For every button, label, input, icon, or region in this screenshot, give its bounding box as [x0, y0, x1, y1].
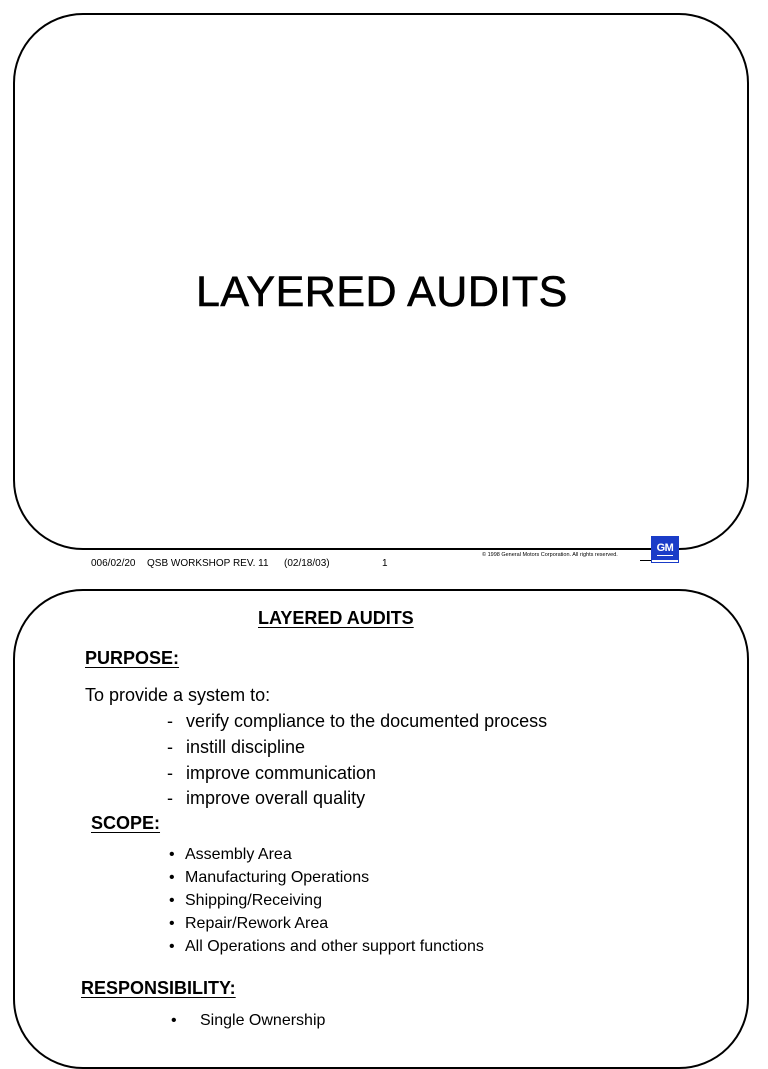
- purpose-list-item: - improve overall quality: [167, 788, 366, 808]
- purpose-item-text: improve overall quality: [186, 788, 366, 808]
- gm-logo-icon: [652, 537, 678, 562]
- slide-1-title: LAYERED AUDITS: [196, 268, 568, 316]
- footer-copyright: © 1998 General Motors Corporation. All rights reserved.: [482, 552, 618, 558]
- purpose-list-item: - verify compliance to the documented process: [167, 711, 548, 731]
- footer-date: (02/18/03): [284, 558, 330, 569]
- footer-divider: [640, 560, 652, 561]
- footer-page-number: 1: [382, 558, 388, 569]
- slide-2-title: LAYERED AUDITS: [258, 608, 414, 628]
- footer-document-code: 006/02/20: [91, 558, 136, 569]
- purpose-item-text: instill discipline: [186, 737, 306, 757]
- responsibility-list-item: • Single Ownership: [171, 1012, 326, 1029]
- purpose-list-item: - instill discipline: [167, 737, 306, 757]
- scope-heading: SCOPE:: [91, 813, 161, 833]
- purpose-list-item: - improve communication: [167, 763, 377, 783]
- scope-list-item: • Assembly Area: [169, 846, 292, 863]
- purpose-item-text: improve communication: [186, 763, 377, 783]
- scope-item-text: Shipping/Receiving: [185, 892, 322, 909]
- responsibility-heading: RESPONSIBILITY:: [81, 978, 236, 998]
- purpose-intro: To provide a system to:: [85, 685, 271, 705]
- gm-logo-text: GM: [656, 542, 674, 554]
- scope-list-item: • All Operations and other support functions: [169, 938, 484, 955]
- scope-item-text: Assembly Area: [185, 846, 292, 863]
- responsibility-item-text: Single Ownership: [200, 1012, 326, 1029]
- scope-item-text: Manufacturing Operations: [185, 869, 370, 886]
- scope-list-item: • Manufacturing Operations: [169, 869, 370, 886]
- scope-list-item: • Repair/Rework Area: [169, 915, 329, 932]
- purpose-heading: PURPOSE:: [85, 648, 180, 668]
- scope-item-text: All Operations and other support functions: [185, 938, 484, 955]
- scope-item-text: Repair/Rework Area: [185, 915, 329, 932]
- purpose-item-text: verify compliance to the documented process: [186, 711, 548, 731]
- scope-list-item: • Shipping/Receiving: [169, 892, 322, 909]
- footer-workshop-label: QSB WORKSHOP REV. 11: [147, 558, 269, 569]
